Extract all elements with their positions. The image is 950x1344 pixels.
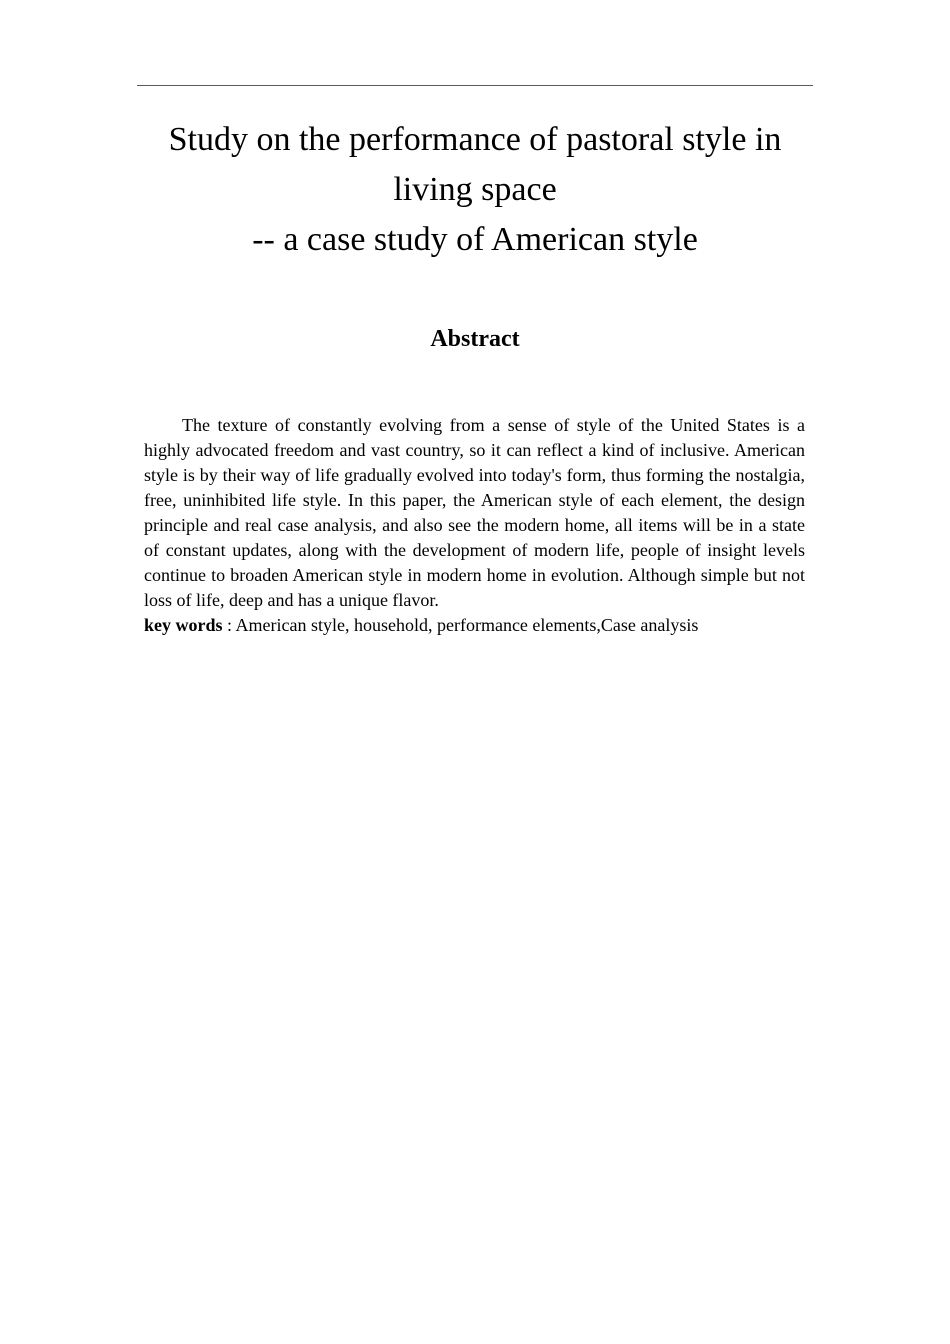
header-rule bbox=[137, 85, 813, 86]
keywords-line bbox=[144, 613, 805, 638]
keywords-list: American style, household, performance elements,Case analysis bbox=[235, 615, 699, 635]
abstract-heading: Abstract bbox=[430, 326, 520, 352]
title-line-1: Study on the performance of pastoral style in bbox=[168, 121, 782, 158]
keywords-separator: : bbox=[222, 615, 236, 635]
document-title bbox=[137, 115, 813, 265]
abstract-paragraph: The texture of constantly evolving from a sense of style of the United States is a highly advocated freedom and vast country, so it can reflect a kind of inclusive. American style is by their way of life gradually evolved into today's form, thus forming the nostalgia, free, uninhibited life style. In this paper, the American style of each element, the design principle and real case analysis, and also see the modern home, all items will be in a state of constant updates, along with the development of modern life, people of insight levels continue to broaden American style in modern home in evolution. Although simple but not loss of life, deep and has a unique flavor. bbox=[144, 415, 805, 610]
title-line-2: living space bbox=[393, 171, 557, 208]
keywords-label: key words bbox=[144, 615, 223, 635]
subtitle-line: -- a case study of American style bbox=[252, 221, 698, 258]
